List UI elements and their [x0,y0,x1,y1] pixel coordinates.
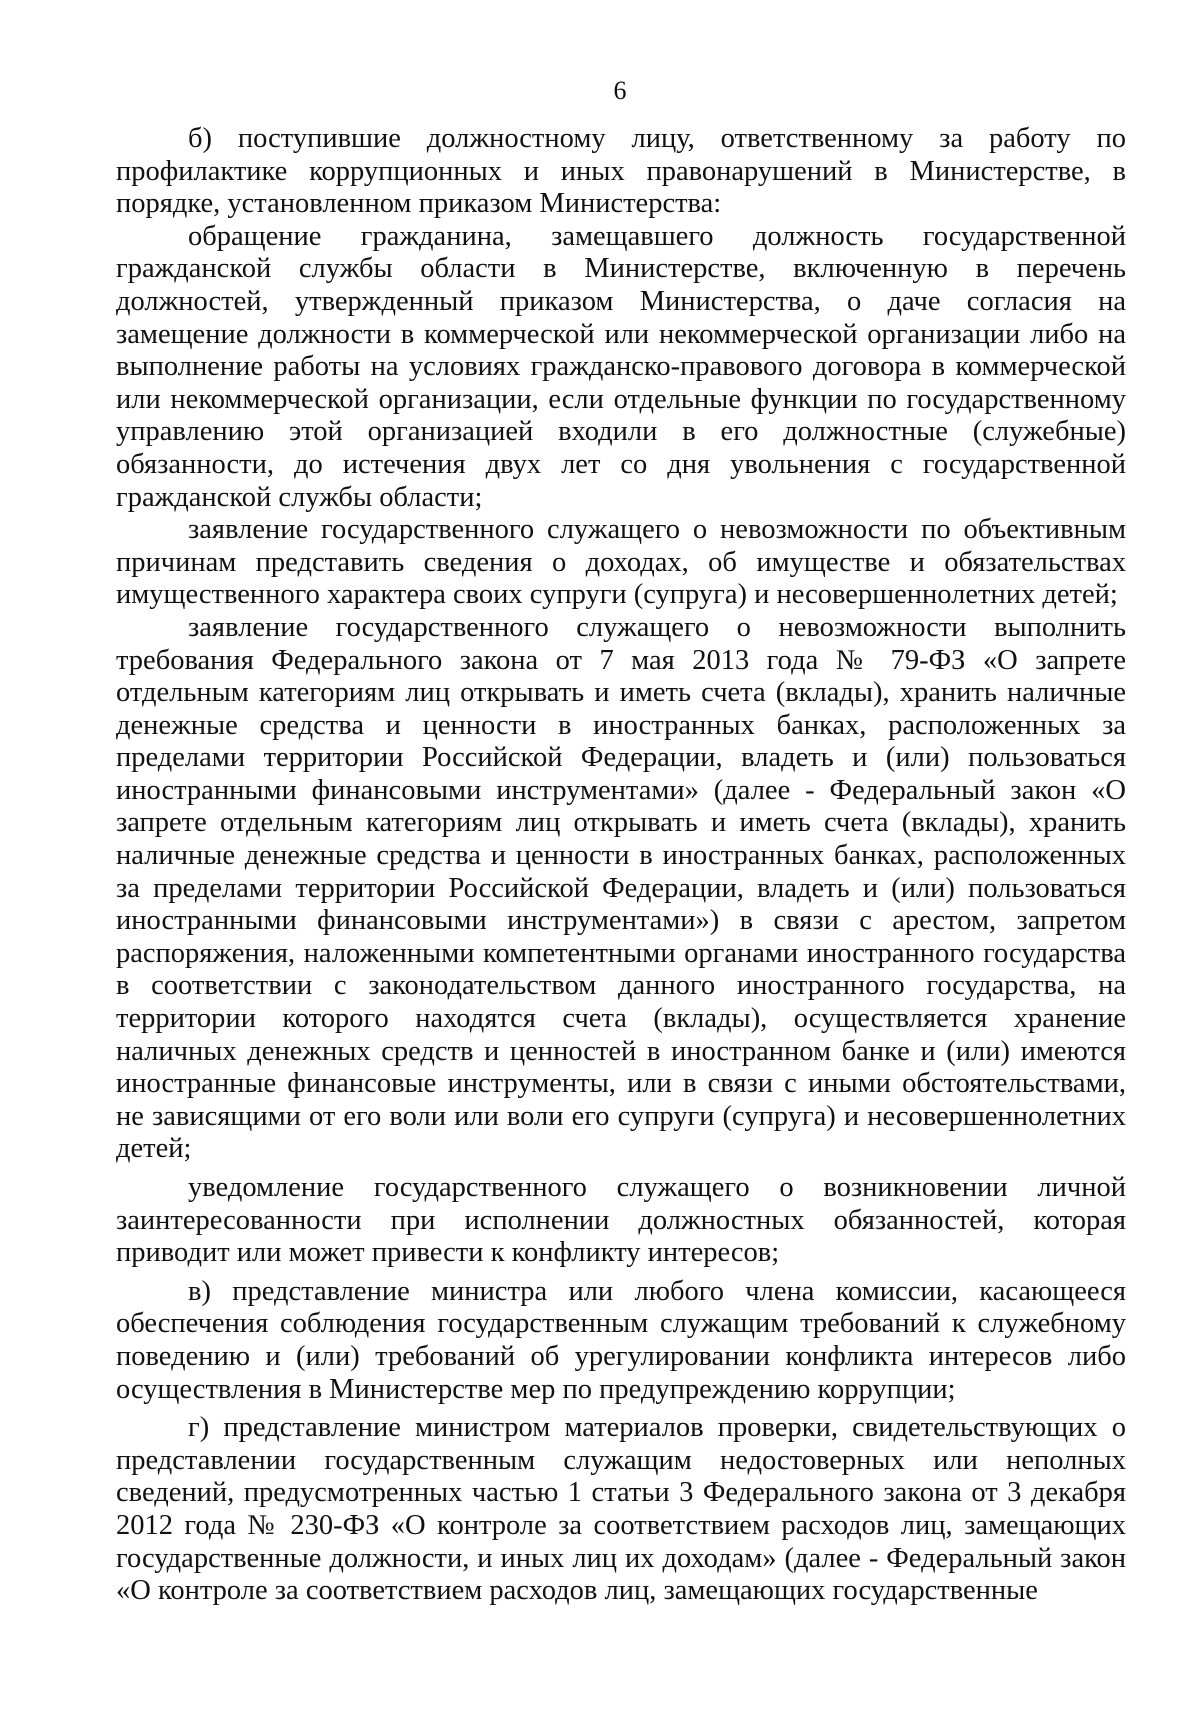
paragraph-conflict-notification: уведомление государственного служащего о возникновении личной заинтересованности при исполнении должностных обязанностей, которая приводит или может привести к конфликту интересов; [116,1172,1126,1269]
paragraph-income-statement: заявление государственного служащего о невозможности по объективным причинам представить сведения о доходах, об имуществе и обязательствах имущественного характера своих супруги (супруга) и несовершеннолетних детей; [116,514,1126,611]
page-number: 6 [613,76,627,105]
paragraph-citizen-appeal: обращение гражданина, замещавшего должность государственной гражданской службы области в Министерстве, включенную в перечень должностей, утвержденный приказом Министерства, о даче согласия на замещение должности в коммерческой или некоммерческой организации либо на выполнение работы на условиях гражданско-правового договора в коммерческой или некоммерческой организации, если отдельные функции по государственному управлению этой организацией входили в его должностные (служебные) обязанности, до истечения двух лет со дня увольнения с государственной гражданской службы области; [116,220,1126,513]
paragraph-b-intro: б) поступившие должностному лицу, ответственному за работу по профилактике коррупционных и иных правонарушений в Министерстве, в порядке, установленном приказом Министерства: [116,123,1126,220]
paragraph-g-submission: г) представление министром материалов проверки, свидетельствующих о представлении государственным служащим недостоверных или неполных сведений, предусмотренных частью 1 статьи 3 Федерального закона от 3 декабря 2012 года № 230-ФЗ «О контроле за соответствием расходов лиц, замещающих государственные должности, и иных лиц их доходам» (далее - Федеральный закон «О контроле за соответствием расходов лиц, замещающих государственные [116,1412,1126,1607]
document-body [116,123,1126,1608]
paragraph-v-submission: в) представление министра или любого члена комиссии, касающееся обеспечения соблюдения государственным служащим требований к служебному поведению и (или) требований об урегулировании конфликта интересов либо осуществления в Министерстве мер по предупреждению коррупции; [116,1275,1126,1405]
paragraph-foreign-accounts-statement: заявление государственного служащего о невозможности выполнить требования Федерального закона от 7 мая 2013 года № 79-ФЗ «О запрете отдельным категориям лиц открывать и иметь счета (вклады), хранить наличные денежные средства и ценности в иностранных банках, расположенных за пределами территории Российской Федерации, владеть и (или) пользоваться иностранными финансовыми инструментами» (далее - Федеральный закон «О запрете отдельным категориям лиц открывать и иметь счета (вклады), хранить наличные денежные средства и ценности в иностранных банках, расположенных за пределами территории Российской Федерации, владеть и (или) пользоваться иностранными финансовыми инструментами») в связи с арестом, запретом распоряжения, наложенными компетентными органами иностранного государства в соответствии с законодательством данного иностранного государства, на территории которого находятся счета (вклады), осуществляется хранение наличных денежных средств и ценностей в иностранном банке и (или) имеются иностранные финансовые инструменты, или в связи с иными обстоятельствами, не зависящими от его воли или воли его супруги (супруга) и несовершеннолетних детей; [116,611,1126,1165]
